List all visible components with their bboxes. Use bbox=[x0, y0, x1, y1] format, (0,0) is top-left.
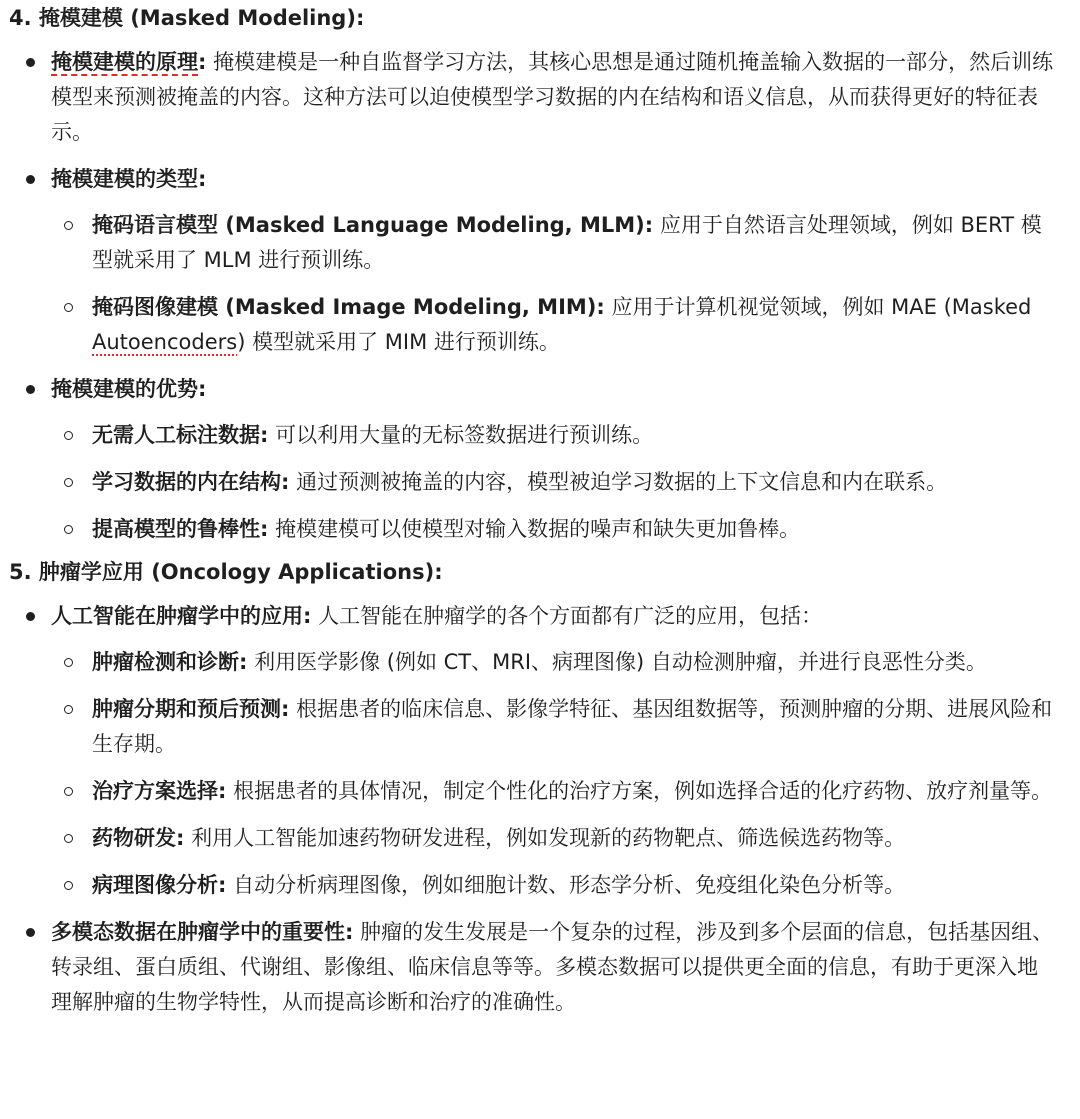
list-item-ai-applications bbox=[9, 599, 1058, 903]
advantage-text: 掩模建模可以使模型对输入数据的噪声和缺失更加鲁棒。 bbox=[268, 517, 801, 541]
list-item-treatment bbox=[51, 774, 1058, 809]
ai-applications-text: 人工智能在肿瘤学的各个方面都有广泛的应用，包括： bbox=[311, 604, 823, 628]
mim-title: 掩码图像建模 (Masked Image Modeling, MIM): bbox=[92, 295, 605, 319]
list-item-mim bbox=[51, 290, 1058, 360]
advantage-text: 通过预测被掩盖的内容，模型被迫学习数据的上下文信息和内在联系。 bbox=[289, 470, 948, 494]
advantages-sublist bbox=[51, 418, 1058, 547]
advantage-title: 学习数据的内在结构: bbox=[92, 470, 290, 494]
list-item-robustness bbox=[51, 512, 1058, 547]
list-item-multimodal bbox=[9, 915, 1058, 1020]
list-item-principle bbox=[9, 45, 1058, 150]
mlm-title: 掩码语言模型 (Masked Language Modeling, MLM): bbox=[92, 213, 654, 237]
advantage-text: 可以利用大量的无标签数据进行预训练。 bbox=[268, 423, 654, 447]
application-title: 药物研发: bbox=[92, 826, 185, 850]
list-item-advantages bbox=[9, 372, 1058, 547]
list-item-inner-structure bbox=[51, 465, 1058, 500]
ai-applications-title: 人工智能在肿瘤学中的应用: bbox=[51, 604, 312, 628]
multimodal-title: 多模态数据在肿瘤学中的重要性: bbox=[51, 920, 354, 944]
application-text: 根据患者的临床信息、影像学特征、基因组数据等，预测肿瘤的分期、进展风险和生存期。 bbox=[92, 697, 1053, 756]
application-title: 治疗方案选择: bbox=[92, 779, 227, 803]
multimodal-text: 肿瘤的发生发展是一个复杂的过程，涉及到多个层面的信息，包括基因组、转录组、蛋白质组、代谢组、影像组、临床信息等等。多模态数据可以提供更全面的信息，有助于更深入地理解肿瘤的生物学特性，从而提高诊断和治疗的准确性。 bbox=[51, 920, 1054, 1014]
application-text: 自动分析病理图像，例如细胞计数、形态学分析、免疫组化染色分析等。 bbox=[226, 873, 906, 897]
list-item-types bbox=[9, 162, 1058, 360]
principle-text: 掩模建模是一种自监督学习方法，其核心思想是通过随机掩盖输入数据的一部分，然后训练模型来预测被掩盖的内容。这种方法可以迫使模型学习数据的内在结构和语义信息，从而获得更好的特征表示。 bbox=[51, 50, 1054, 144]
mlm-text: 应用于自然语言处理领域，例如 BERT 模型就采用了 MLM 进行预训练。 bbox=[92, 213, 1042, 272]
section-heading-oncology: 5. 肿瘤学应用 (Oncology Applications): bbox=[9, 560, 443, 584]
advantage-title: 提高模型的鲁棒性: bbox=[92, 517, 269, 541]
principle-colon: : bbox=[198, 50, 207, 74]
types-sublist bbox=[51, 208, 1058, 360]
list-item-staging bbox=[51, 692, 1058, 762]
masked-modeling-list bbox=[9, 45, 1058, 547]
list-item-no-labels bbox=[51, 418, 1058, 453]
section-heading-masked-modeling: 4. 掩模建模 (Masked Modeling): bbox=[9, 6, 365, 30]
list-item-pathology bbox=[51, 868, 1058, 903]
mim-text-after: ) 模型就采用了 MIM 进行预训练。 bbox=[237, 330, 560, 354]
oncology-list bbox=[9, 599, 1058, 1020]
mim-text-before: 应用于计算机视觉领域，例如 MAE (Masked bbox=[604, 295, 1032, 319]
list-item-mlm bbox=[51, 208, 1058, 278]
spellcheck-flagged-word[interactable]: Autoencoders bbox=[92, 330, 238, 354]
document bbox=[0, 1, 1080, 1119]
advantages-title: 掩模建模的优势: bbox=[51, 377, 207, 401]
application-title: 肿瘤检测和诊断: bbox=[92, 650, 248, 674]
application-title: 肿瘤分期和预后预测: bbox=[92, 697, 290, 721]
advantage-title: 无需人工标注数据: bbox=[92, 423, 269, 447]
application-text: 利用医学影像 (例如 CT、MRI、病理图像) 自动检测肿瘤，并进行良恶性分类。 bbox=[247, 650, 987, 674]
types-title: 掩模建模的类型: bbox=[51, 167, 207, 191]
application-text: 利用人工智能加速药物研发进程，例如发现新的药物靶点、筛选候选药物等。 bbox=[184, 826, 906, 850]
principle-title[interactable]: 掩模建模的原理 bbox=[51, 50, 198, 74]
application-text: 根据患者的具体情况，制定个性化的治疗方案，例如选择合适的化疗药物、放疗剂量等。 bbox=[226, 779, 1053, 803]
ai-applications-sublist bbox=[51, 645, 1058, 903]
list-item-drug-discovery bbox=[51, 821, 1058, 856]
list-item-detection bbox=[51, 645, 1058, 680]
application-title: 病理图像分析: bbox=[92, 873, 227, 897]
